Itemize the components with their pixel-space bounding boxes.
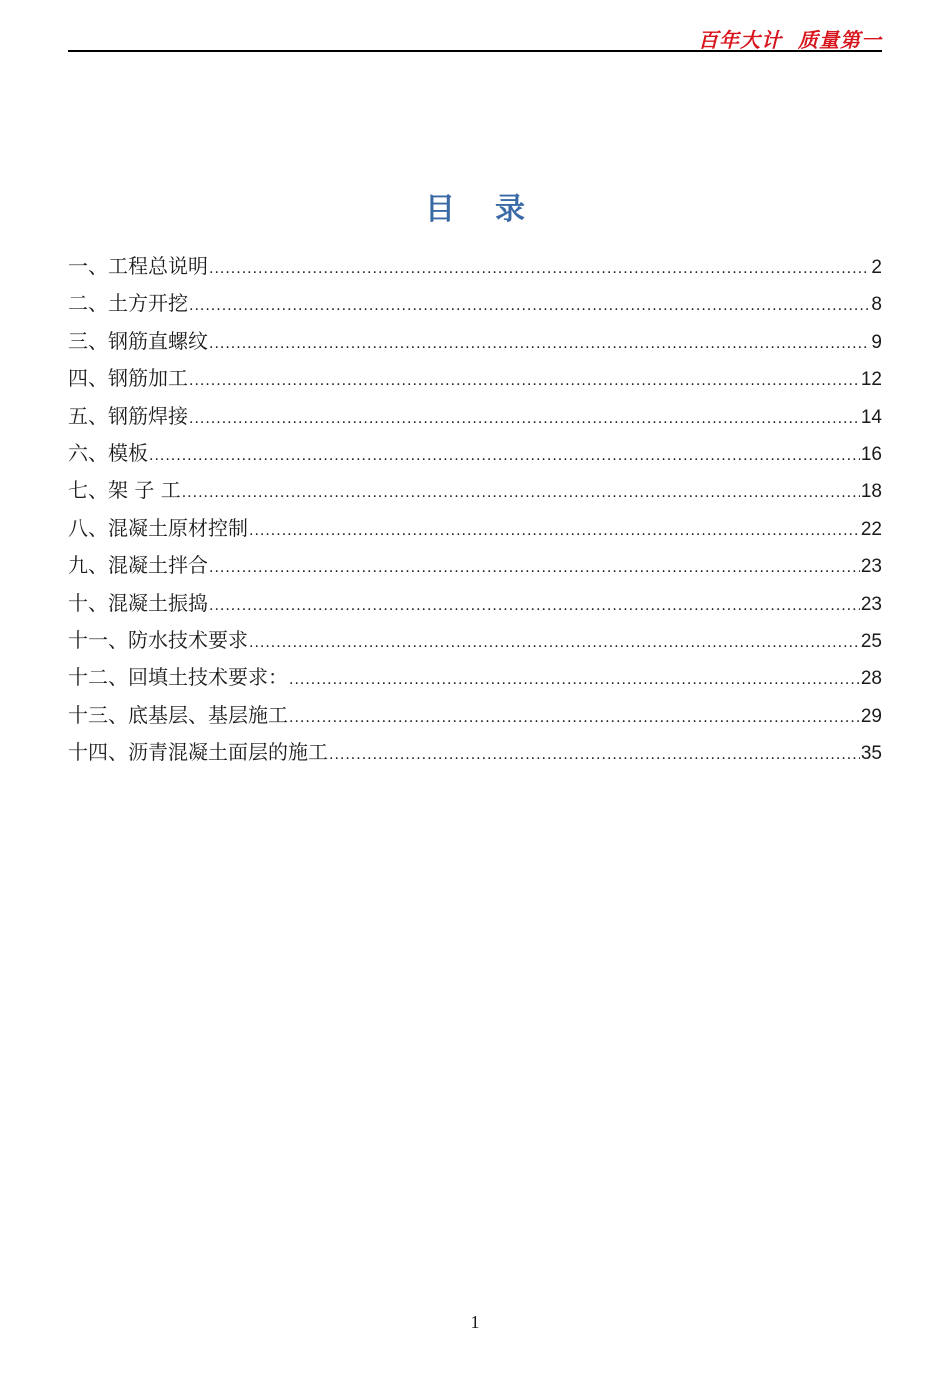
- toc-leader-dots: [189, 401, 860, 438]
- toc-entry-label: 三、钢筋直螺纹: [68, 328, 208, 353]
- toc-entry[interactable]: [68, 398, 882, 435]
- toc-entry-label: 九、混凝土拌合: [68, 553, 208, 578]
- toc-entry-page: 12: [860, 369, 882, 391]
- toc-entry-page: 25: [860, 630, 882, 652]
- toc-leader-dots: [249, 625, 860, 662]
- toc-entry-label: 十四、沥青混凝土面层的施工: [68, 740, 328, 765]
- toc-leader-dots: [289, 700, 860, 737]
- toc-entry-label: 八、混凝土原材控制: [68, 515, 248, 540]
- toc-leader-dots: [289, 662, 860, 699]
- toc-entry-page: 16: [860, 443, 882, 465]
- toc-entry[interactable]: [68, 697, 882, 734]
- toc-entry-label: 一、工程总说明: [68, 254, 208, 278]
- toc-entry-page: 23: [860, 593, 882, 615]
- toc-entry[interactable]: [68, 323, 882, 360]
- toc-entry[interactable]: [68, 734, 882, 771]
- toc-leader-dots: [249, 513, 860, 550]
- toc-entry-label: 六、模板: [68, 440, 148, 465]
- toc-title: 目录: [425, 192, 565, 227]
- toc-entry[interactable]: [68, 285, 882, 322]
- toc-entry[interactable]: [68, 659, 882, 696]
- toc-entry[interactable]: [68, 472, 882, 509]
- toc-entry-label: 四、钢筋加工: [68, 366, 188, 391]
- toc-entry[interactable]: [68, 547, 882, 584]
- toc-entry-label: 十三、底基层、基层施工: [68, 702, 288, 727]
- toc-entry[interactable]: [68, 248, 882, 285]
- toc-entry-page: 14: [860, 406, 882, 428]
- toc-leader-dots: [189, 288, 870, 325]
- toc-entry-page: 22: [860, 518, 882, 540]
- toc-entry[interactable]: [68, 585, 882, 622]
- toc-entry-page: 8: [871, 294, 882, 316]
- toc-entry[interactable]: [68, 360, 882, 397]
- header-slogan: 百年大计 质量第一: [698, 28, 882, 52]
- toc-leader-dots: [209, 550, 860, 587]
- table-of-contents: [68, 248, 882, 771]
- toc-entry-label: 十、混凝土振捣: [68, 590, 208, 615]
- toc-entry[interactable]: [68, 622, 882, 659]
- toc-entry-label: 十一、防水技术要求: [68, 627, 248, 652]
- toc-leader-dots: [329, 737, 860, 774]
- toc-entry-label: 二、土方开挖: [68, 291, 188, 316]
- toc-entry-page: 35: [860, 743, 882, 765]
- toc-entry-page: 2: [871, 257, 882, 278]
- toc-leader-dots: [209, 326, 870, 363]
- toc-entry-label: 十二、回填土技术要求：: [68, 665, 288, 690]
- toc-leader-dots: [209, 588, 860, 625]
- toc-leader-dots: [189, 363, 860, 400]
- toc-entry-page: 23: [860, 556, 882, 578]
- toc-entry-page: 29: [860, 705, 882, 727]
- toc-entry[interactable]: [68, 435, 882, 472]
- toc-leader-dots: [209, 251, 870, 288]
- toc-entry[interactable]: [68, 510, 882, 547]
- toc-entry-page: 18: [860, 481, 882, 503]
- toc-entry-page: 28: [860, 668, 882, 690]
- toc-entry-label: 五、钢筋焊接: [68, 403, 188, 428]
- toc-leader-dots: [149, 438, 860, 475]
- toc-leader-dots: [182, 475, 860, 512]
- header-rule: [68, 50, 882, 52]
- page-number: 1: [470, 1312, 480, 1332]
- toc-entry-page: 9: [871, 331, 882, 353]
- toc-entry-label: 七、架 子 工: [68, 478, 181, 503]
